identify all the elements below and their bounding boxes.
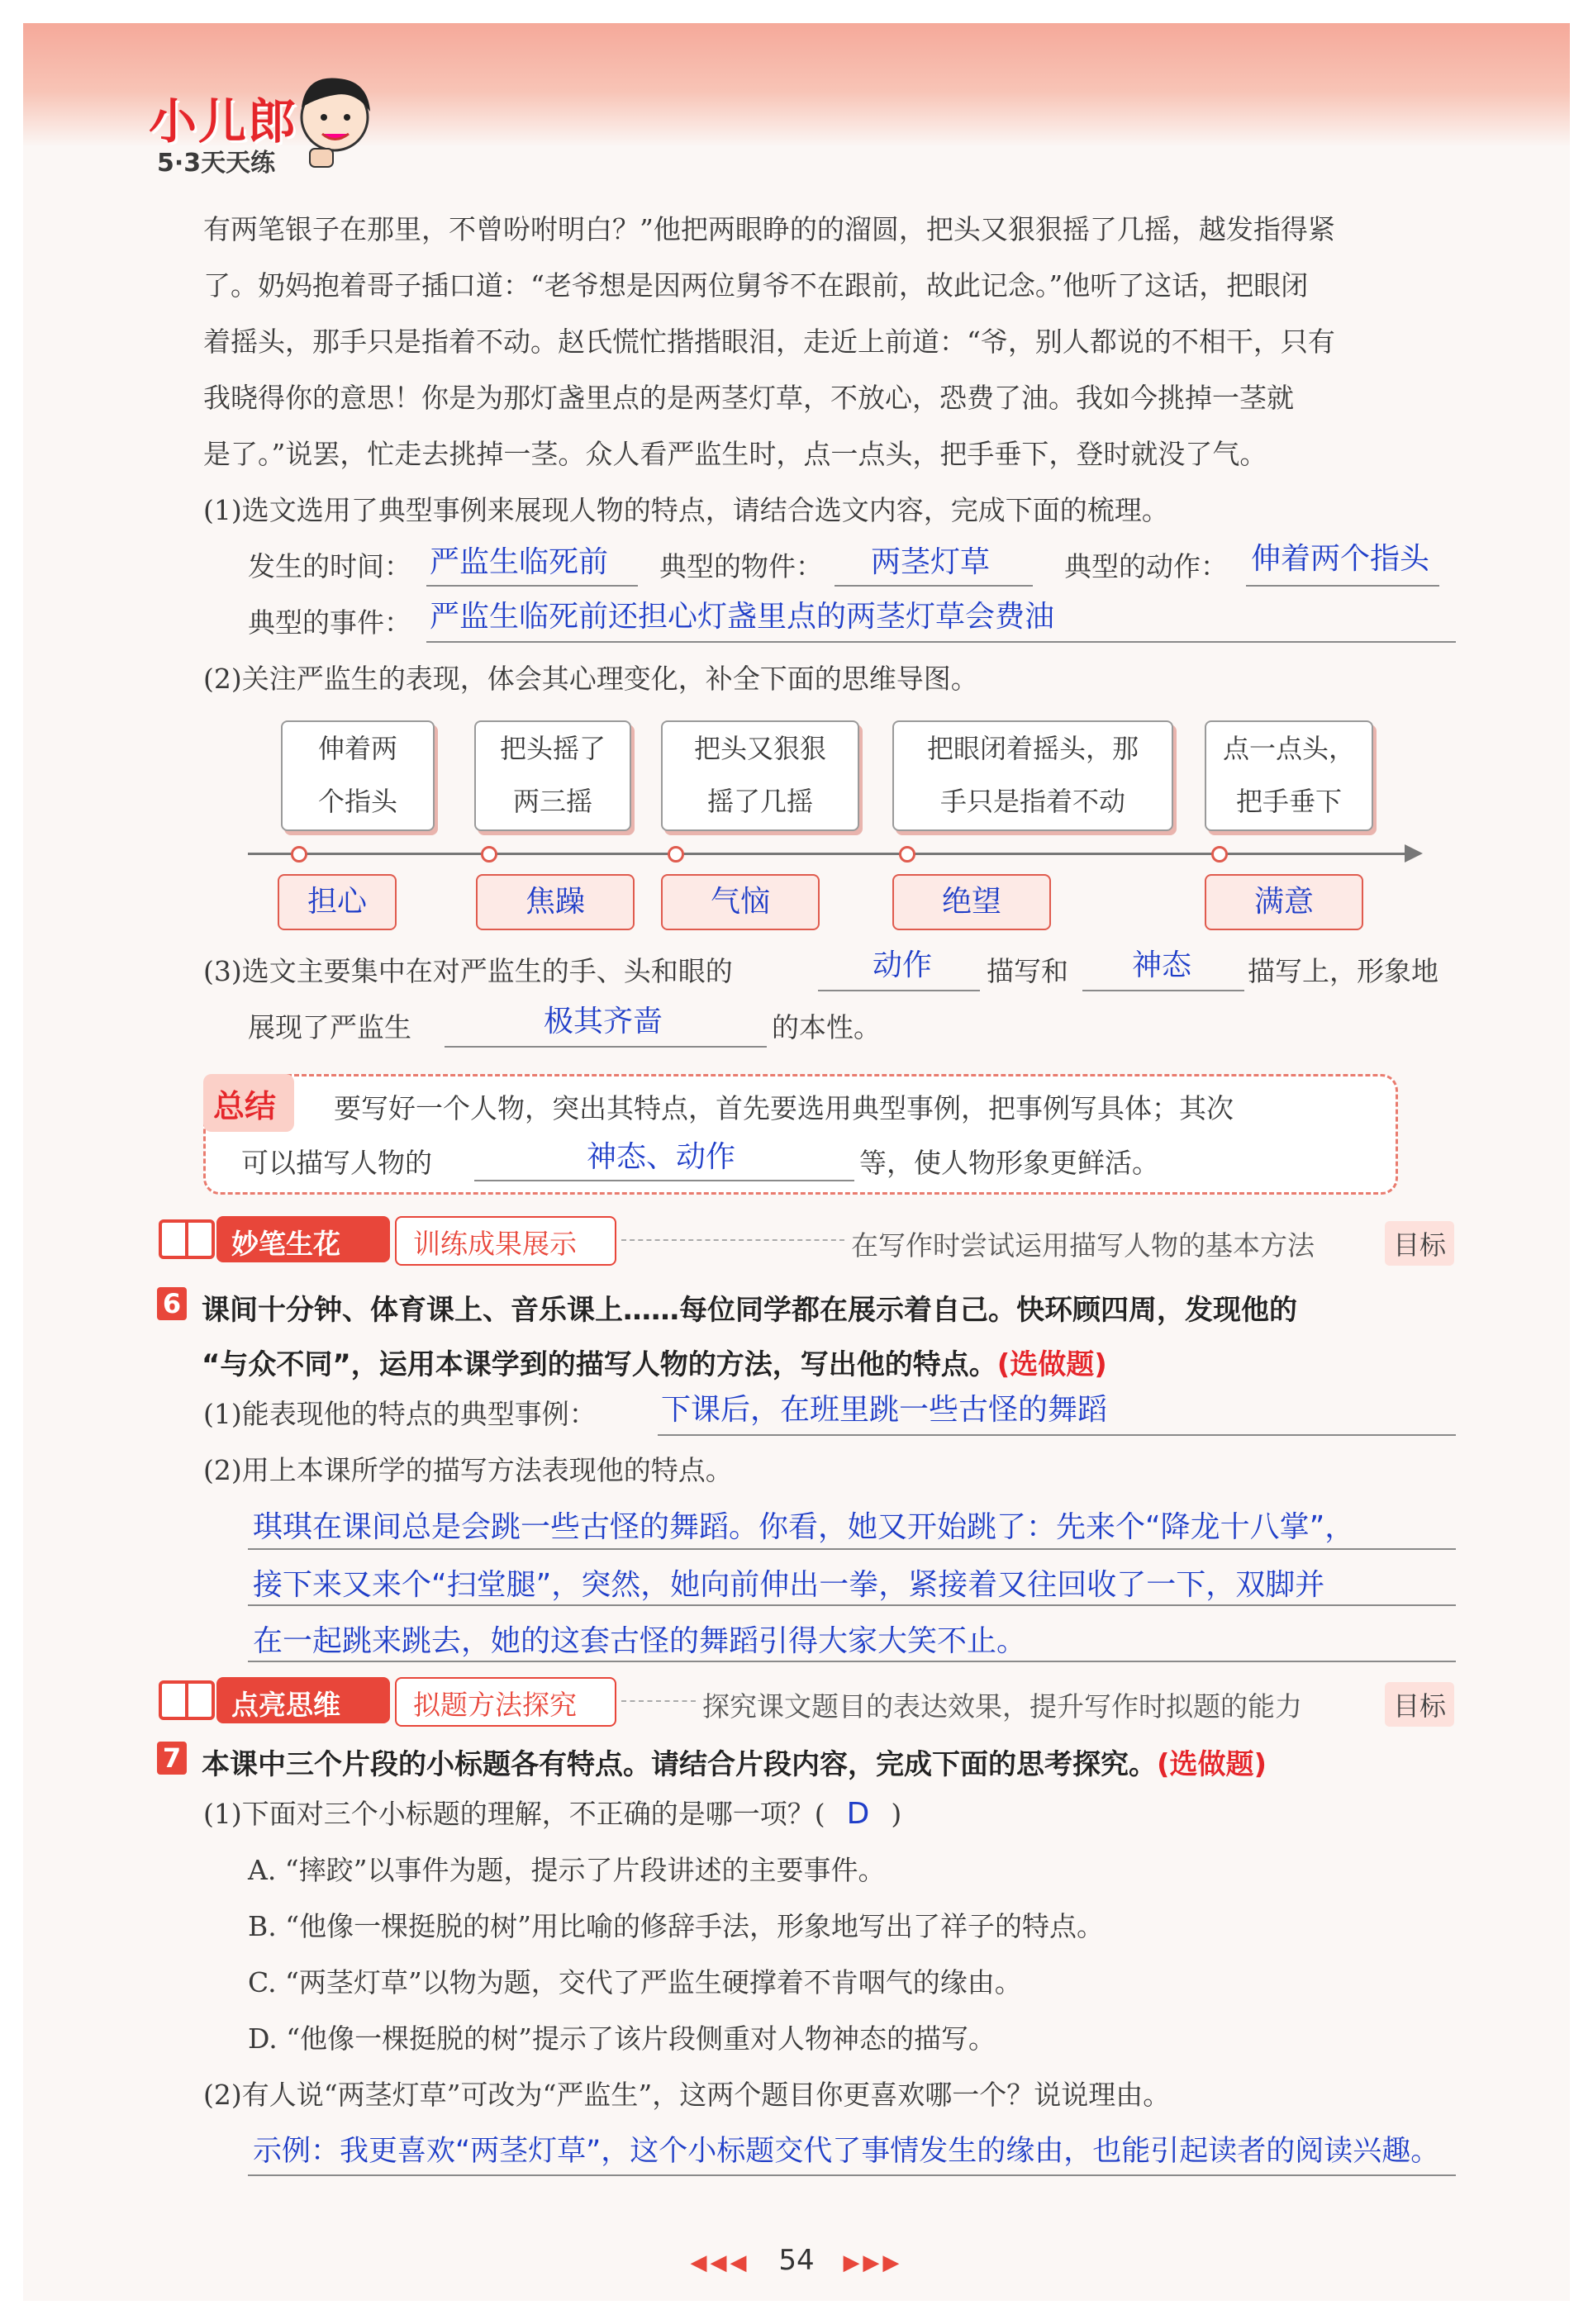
summary-answer: 神态、动作 <box>587 1140 736 1174</box>
q1-prompt: (1)选文选用了典型事例来展现人物的特点，请结合选文内容，完成下面的梳理。 <box>203 494 1169 526</box>
summary-line-2b: 等，使人物形象更鲜活。 <box>859 1147 1159 1179</box>
passage-line: 是了。”说罢，忙走去挑掉一茎。众人看严监生时，点一点头，把手垂下，登时就没了气。 <box>203 438 1267 470</box>
summary-tag: 总结 <box>213 1088 277 1124</box>
mindmap-action-box: 把头又狠狠 摇了几摇 <box>661 720 859 831</box>
timeline-dot <box>1211 846 1228 863</box>
answer-underline <box>1082 990 1244 991</box>
book-icon <box>157 1216 216 1262</box>
passage-line: 着摇头，那手只是指着不动。赵氏慌忙揩揩眼泪，走近上前道：“爷，别人都说的不相干，只有 <box>203 326 1335 358</box>
q3-answer-3: 极其齐啬 <box>544 1005 663 1038</box>
q6-answer-line: 在一起跳来跳去，她的这套古怪的舞蹈引得大家大笑不止。 <box>253 1624 1027 1658</box>
q3-text-3: 描写上，形象地 <box>1248 955 1438 987</box>
timeline-dot <box>668 846 684 863</box>
arrow-head-icon <box>1405 844 1423 863</box>
q7-option: A. “摔跤”以事件为题，提示了片段讲述的主要事件。 <box>248 1854 886 1886</box>
q1-time-label: 发生的时间： <box>248 550 411 582</box>
q1-event-label: 典型的事件： <box>248 606 411 639</box>
q3-answer-2: 神态 <box>1132 948 1192 982</box>
q3-text-1: (3)选文主要集中在对严监生的手、头和眼的 <box>203 955 733 987</box>
answer-underline <box>474 1180 854 1181</box>
brand-subtitle: 5·3天天练 <box>157 149 276 178</box>
q6-sub2: (2)用上本课所学的描写方法表现他的特点。 <box>203 1454 733 1486</box>
section2-goal-tag: 目标 <box>1385 1682 1454 1727</box>
next-arrows-icon: ▶▶▶ <box>843 2250 903 2275</box>
answer-underline <box>445 1046 767 1048</box>
answer-underline <box>1246 585 1439 587</box>
mindmap-emotion-box: 担心 <box>278 874 397 930</box>
mindmap-emotion-box: 绝望 <box>892 874 1051 930</box>
q7-option: C. “两茎灯草”以物为题，交代了严监生硬撑着不肯咽气的缘由。 <box>248 1966 1022 1998</box>
q7-sub1-answer: D <box>846 1797 870 1831</box>
q6-answer-line: 琪琪在课间总是会跳一些古怪的舞蹈。你看，她又开始跳了：先来个“降龙十八掌”， <box>253 1510 1355 1544</box>
mindmap-emotion-box: 焦躁 <box>476 874 635 930</box>
q3-text-4: 展现了严监生 <box>248 1011 411 1043</box>
answer-underline <box>426 585 638 587</box>
q2-prompt: (2)关注严监生的表现，体会其心理变化，补全下面的思维导图。 <box>203 663 978 695</box>
answer-underline <box>248 1604 1456 1606</box>
q7-line-1: 本课中三个片段的小标题各有特点。请结合片段内容，完成下面的思考探究。(选做题) <box>202 1748 1267 1781</box>
question-number: 7 <box>157 1742 187 1775</box>
q1-item-label: 典型的物件： <box>659 550 823 582</box>
passage-line: 有两笔银子在那里，不曾吩咐明白？”他把两眼睁的的溜圆，把头又狠狠摇了几摇，越发指得紧 <box>203 213 1335 245</box>
q1-event-answer: 严监生临死前还担心灯盏里点的两茎灯草会费油 <box>430 600 1055 634</box>
q7-option: B. “他像一棵挺脱的树”用比喻的修辞手法，形象地写出了祥子的特点。 <box>248 1910 1104 1942</box>
timeline-dot <box>481 846 497 863</box>
mascot-icon <box>289 66 380 173</box>
summary-line-2a: 可以描写人物的 <box>241 1147 432 1179</box>
timeline-dot <box>291 846 307 863</box>
q1-time-answer: 严监生临死前 <box>430 545 609 579</box>
passage-line: 我晓得你的意思！你是为那灯盏里点的是两茎灯草，不放心，恐费了油。我如今挑掉一茎就 <box>203 382 1294 414</box>
section1-divider <box>621 1239 844 1241</box>
answer-underline <box>426 641 1456 643</box>
answer-underline <box>835 585 1033 587</box>
section1-goal-text: 在写作时尝试运用描写人物的基本方法 <box>851 1229 1315 1262</box>
timeline-dot <box>899 846 915 863</box>
section1-goal-tag: 目标 <box>1385 1221 1454 1266</box>
q6-sub1: (1)能表现他的特点的典型事例： <box>203 1398 597 1430</box>
section2-subtitle: 拟题方法探究 <box>413 1689 577 1721</box>
brand-logo: 小儿郎 <box>149 93 298 150</box>
q6-line-2: “与众不同”，运用本课学到的描写人物的方法，写出他的特点。(选做题) <box>202 1348 1107 1381</box>
q1-item-answer: 两茎灯草 <box>871 545 991 579</box>
section2-divider <box>621 1700 696 1702</box>
page-number: 54 <box>778 2244 815 2277</box>
mindmap-action-box: 点一点头， 把手垂下 <box>1205 720 1373 831</box>
mindmap-action-box: 伸着两 个指头 <box>281 720 435 831</box>
section2-title: 点亮思维 <box>231 1689 340 1721</box>
q7-sub2: (2)有人说“两茎灯草”可改为“严监生”，这两个题目你更喜欢哪一个？说说理由。 <box>203 2079 1171 2111</box>
answer-underline <box>658 1434 1456 1436</box>
section1-subtitle: 训练成果展示 <box>413 1228 577 1260</box>
timeline-arrow <box>248 853 1405 855</box>
question-number: 6 <box>157 1287 187 1320</box>
mindmap-action-box: 把眼闭着摇头，那 手只是指着不动 <box>892 720 1173 831</box>
q3-text-5: 的本性。 <box>772 1011 881 1043</box>
answer-underline <box>248 1661 1456 1662</box>
q6-sub1-answer: 下课后，在班里跳一些古怪的舞蹈 <box>661 1393 1108 1427</box>
q3-text-2: 描写和 <box>987 955 1068 987</box>
passage-line: 了。奶妈抱着哥子插口道：“老爷想是因两位舅爷不在跟前，故此记念。”他听了这话，把眼闭 <box>203 269 1309 302</box>
mindmap-emotion-box: 满意 <box>1205 874 1363 930</box>
mindmap-action-box: 把头摇了 两三摇 <box>474 720 631 831</box>
summary-line-1: 要写好一个人物，突出其特点，首先要选用典型事例，把事例写具体；其次 <box>334 1092 1234 1124</box>
q6-answer-line: 接下来又来个“扫堂腿”，突然，她向前伸出一拳，紧接着又往回收了一下，双脚并 <box>253 1568 1325 1602</box>
q7-option: D. “他像一棵挺脱的树”提示了该片段侧重对人物神态的描写。 <box>248 2022 996 2055</box>
q6-line-1: 课间十分钟、体育课上、音乐课上……每位同学都在展示着自己。快环顾四周，发现他的 <box>202 1294 1297 1327</box>
section2-goal-text: 探究课文题目的表达效果，提升写作时拟题的能力 <box>702 1690 1302 1723</box>
answer-underline <box>818 990 980 991</box>
prev-arrows-icon: ◀◀◀ <box>690 2250 750 2275</box>
q1-action-answer: 伸着两个指头 <box>1251 542 1430 576</box>
answer-underline <box>248 1548 1456 1550</box>
q7-sub1: (1)下面对三个小标题的理解，不正确的是哪一项？( D ) <box>203 1797 902 1831</box>
section1-title: 妙笔生花 <box>231 1228 340 1260</box>
q7-sub2-answer: 示例：我更喜欢“两茎灯草”，这个小标题交代了事情发生的缘由，也能引起读者的阅读兴趣。 <box>253 2135 1440 2168</box>
answer-underline <box>248 2174 1456 2176</box>
q3-answer-1: 动作 <box>873 948 933 982</box>
page-footer <box>0 2244 1593 2277</box>
mindmap-emotion-box: 气恼 <box>661 874 820 930</box>
q1-action-label: 典型的动作： <box>1064 550 1228 582</box>
book-icon <box>157 1677 216 1723</box>
